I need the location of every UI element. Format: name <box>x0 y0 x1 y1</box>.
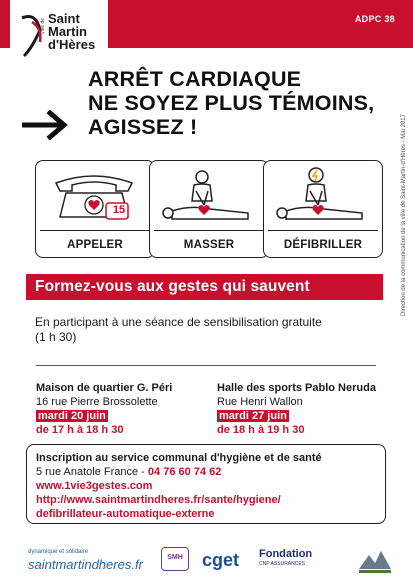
step-card-call <box>35 160 155 258</box>
logo-line1: Ville de <box>40 18 46 35</box>
session-time: de 18 h à 19 h 30 <box>217 424 305 436</box>
smh-logo-text: SMH <box>167 554 183 561</box>
registration-content <box>36 451 322 521</box>
step-label-compress: MASSER <box>183 239 235 251</box>
session-time: de 17 h à 18 h 30 <box>36 424 124 436</box>
headline-line1: ARRÊT CARDIAQUE <box>88 67 302 91</box>
city-logo <box>10 0 108 74</box>
defibrillator-icon <box>264 161 382 231</box>
session-address: Rue Henri Wallon <box>217 396 303 408</box>
fondation-logo: Fondation <box>259 548 313 560</box>
side-credit: Direction de la communication de la ville de Saint-Martin-d'Hères - Mai 2017 <box>401 114 407 316</box>
session-address: 16 rue Pierre Brossolette <box>36 396 158 408</box>
session-place: Maison de quartier G. Péri <box>36 382 173 394</box>
link-defibrillateur[interactable]: defibrillateur-automatique-externe <box>36 508 215 520</box>
intro-line2: (1 h 30) <box>35 330 77 344</box>
step-card-defibrillate <box>263 160 383 258</box>
adpc-tag: ADPC 38 <box>354 14 395 24</box>
section-divider <box>36 365 376 366</box>
cpr-icon <box>150 161 268 231</box>
step-label-call: APPELER <box>67 239 123 251</box>
fondation-logo-sub: CNP ASSURANCES <box>259 561 306 567</box>
cta-banner-text: Formez-vous aux gestes qui sauvent <box>35 278 310 295</box>
logo-line2: Saint <box>48 11 80 26</box>
session-date: mardi 27 juin <box>219 410 287 422</box>
card-divider <box>154 230 264 231</box>
step-card-compress <box>149 160 269 258</box>
card-divider <box>40 230 150 231</box>
logo-line4: d'Hères <box>48 37 96 52</box>
session-place: Halle des sports Pablo Neruda <box>217 382 376 394</box>
intro-line1: En participant à une séance de sensibilisation gratuite <box>35 315 322 329</box>
session-date: mardi 20 juin <box>38 410 106 422</box>
phone-heart-icon <box>36 161 154 231</box>
link-saintmartindheres-sante[interactable]: http://www.saintmartindheres.fr/sante/hygiene/ <box>36 494 281 506</box>
arrow-right-icon <box>22 110 68 140</box>
session-2 <box>217 381 376 437</box>
grenoble-alpes-logo <box>355 545 395 575</box>
registration-phone[interactable]: 04 76 60 74 62 <box>147 466 222 478</box>
logo-line3: Martin <box>48 24 87 39</box>
headline-line3: AGISSEZ ! <box>88 115 198 139</box>
smh-logo <box>161 547 189 571</box>
emergency-number-badge: 15 <box>112 204 126 216</box>
step-label-defibrillate: DÉFIBRILLER <box>283 239 363 251</box>
card-divider <box>268 230 378 231</box>
registration-title: Inscription au service communal d'hygiène et de santé <box>36 452 322 464</box>
footer-site[interactable]: saintmartindheres.fr <box>28 557 143 572</box>
footer-tagline: dynamique et solidaire <box>28 549 89 555</box>
link-1vie3gestes[interactable]: www.1vie3gestes.com <box>36 480 153 492</box>
session-1 <box>36 381 172 437</box>
registration-address: 5 rue Anatole France - <box>36 466 148 478</box>
headline-line2: NE SOYEZ PLUS TÉMOINS, <box>88 91 375 115</box>
cget-logo: cget <box>202 550 240 570</box>
